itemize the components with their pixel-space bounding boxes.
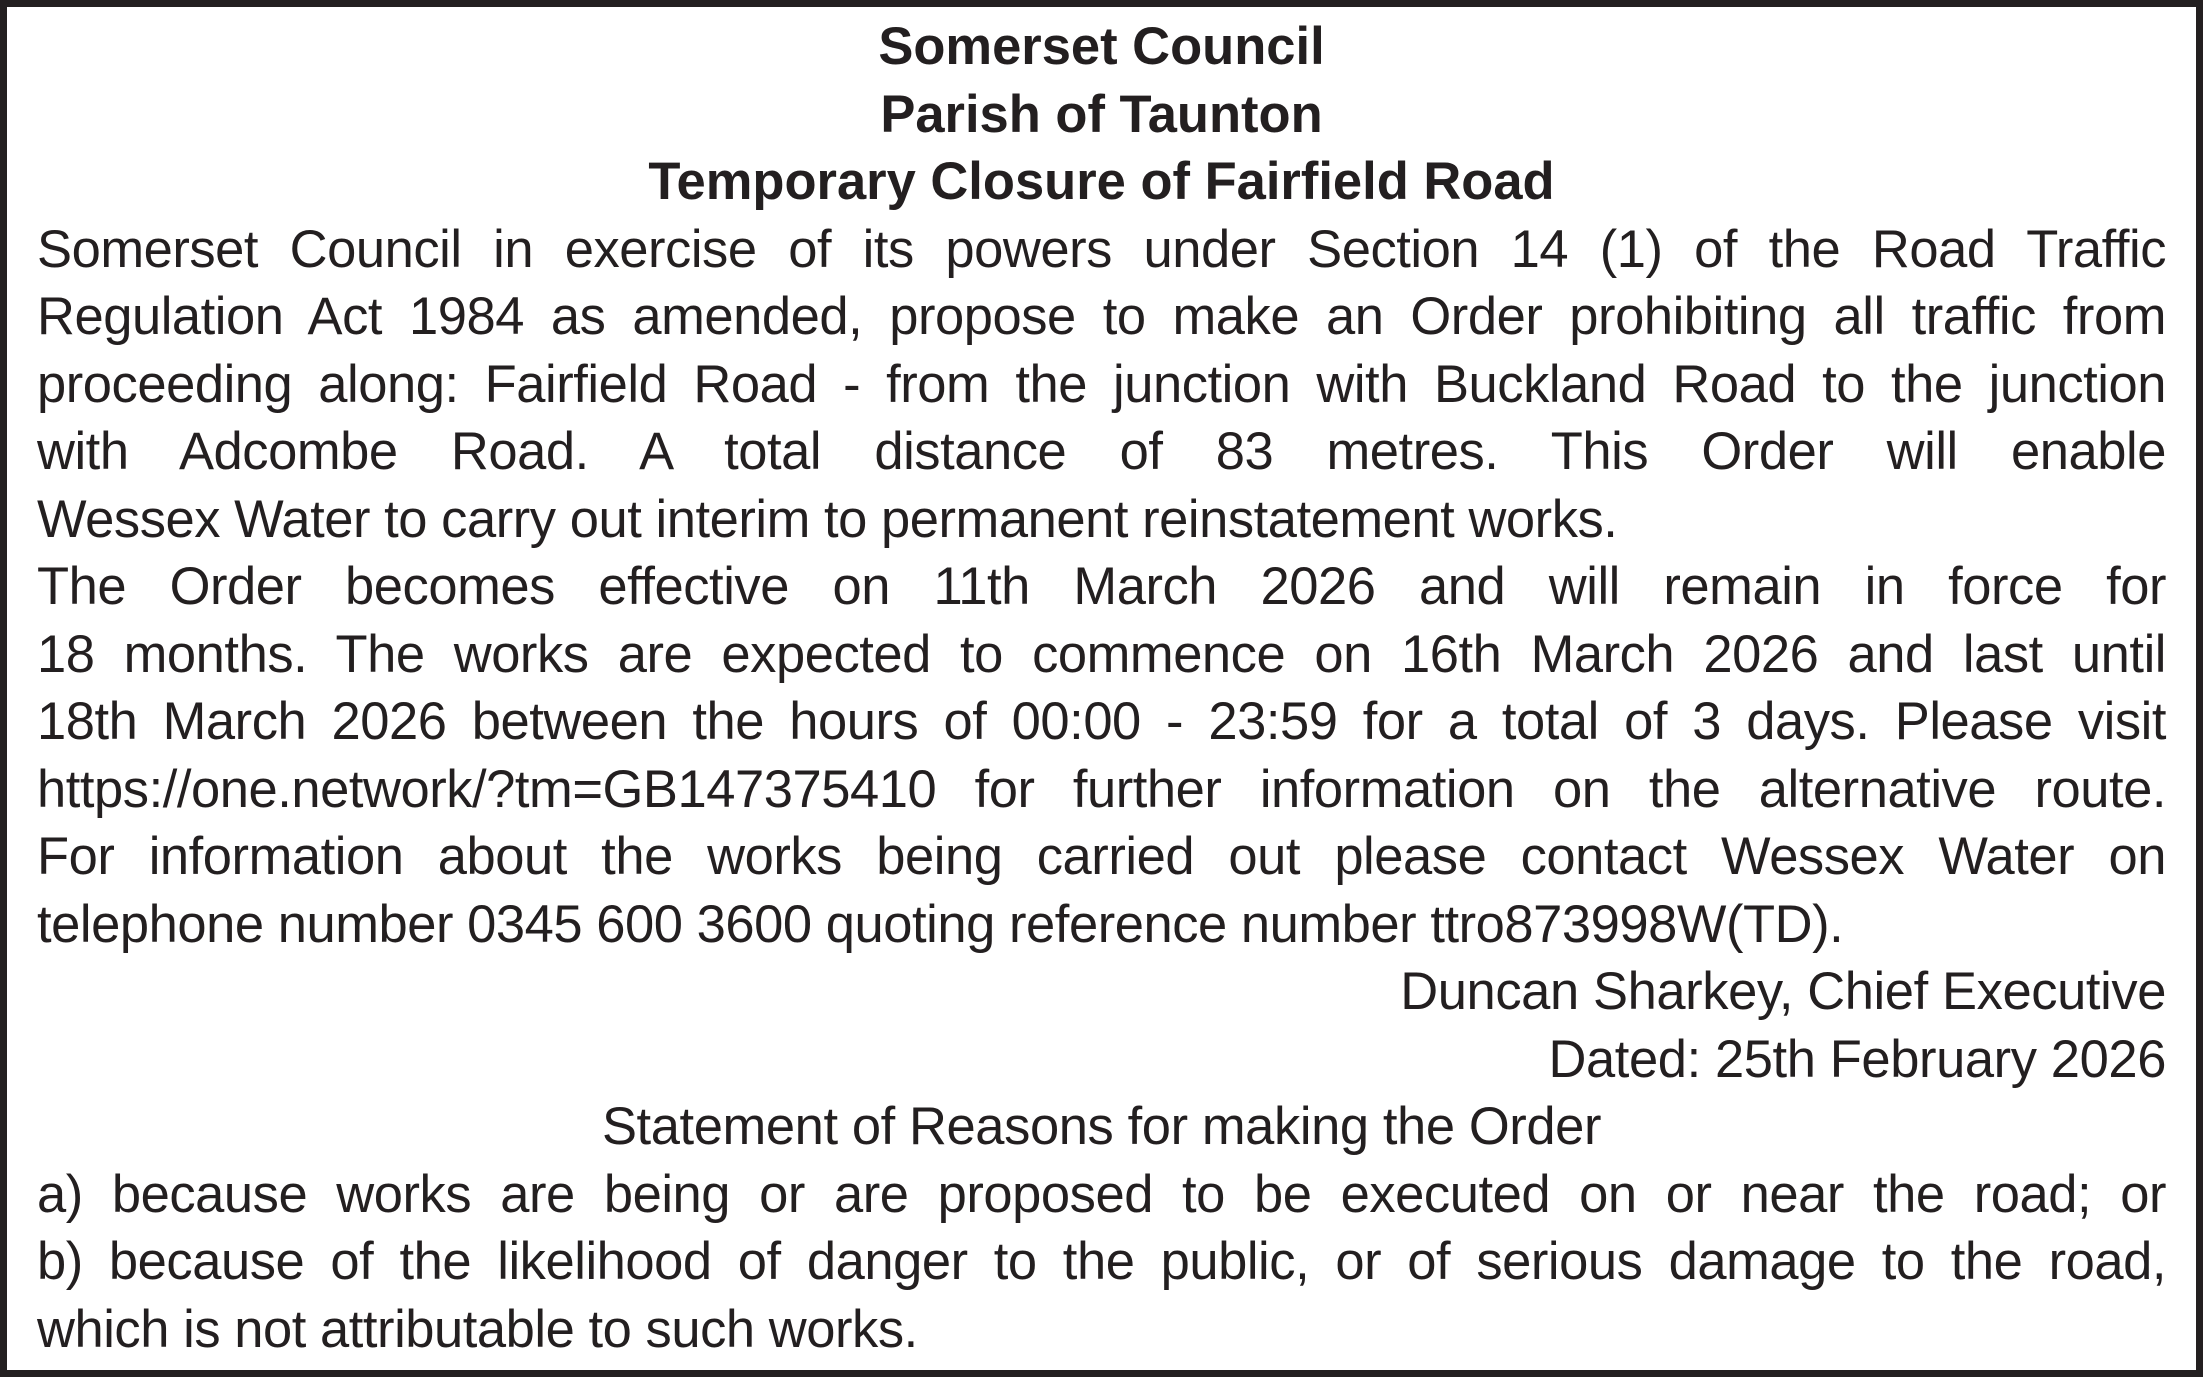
order-effective-details bbox=[37, 553, 2166, 958]
text-line: proceeding along: Fairfield Road - from the junction with Buckland Road to the junction bbox=[37, 354, 2166, 414]
reason-item: a) because works are being or are proposed to be executed on or near the road; or bbox=[37, 1164, 2166, 1224]
text-line: with Adcombe Road. A total distance of 83 metres. This Order will enable bbox=[37, 422, 2166, 481]
reason-item: b) because of the likelihood of danger to the public, or of serious damage to the road, bbox=[37, 1232, 2166, 1291]
dated-line: Dated: 25th February 2026 bbox=[1548, 1029, 2166, 1089]
parish-name: Parish of Taunton bbox=[880, 84, 1323, 144]
reasons-title: Statement of Reasons for making the Order bbox=[601, 1097, 1602, 1156]
text-line: Regulation Act 1984 as amended, propose to make an Order prohibiting all traffic from bbox=[37, 287, 2166, 346]
council-name: Somerset Council bbox=[878, 17, 1325, 76]
text-line: 18 months. The works are expected to commence on 16th March 2026 and last until bbox=[37, 624, 2166, 684]
text-line: For information about the works being carried out please contact Wessex Water on bbox=[37, 827, 2166, 886]
text-line: The Order becomes effective on 11th March 2026 and will remain in force for bbox=[37, 557, 2166, 616]
text-line: https://one.network/?tm=GB147375410 for further information on the alternative route. bbox=[37, 759, 2166, 819]
reason-item: which is not attributable to such works. bbox=[37, 1299, 918, 1359]
reasons-list bbox=[37, 1161, 2166, 1364]
text-line: telephone number 0345 600 3600 quoting reference number ttro873998W(TD). bbox=[37, 894, 1844, 954]
text-line: Somerset Council in exercise of its powers under Section 14 (1) of the Road Traffic bbox=[37, 219, 2166, 279]
signatory: Duncan Sharkey, Chief Executive bbox=[1400, 962, 2166, 1021]
order-description bbox=[37, 216, 2166, 554]
text-line: Wessex Water to carry out interim to permanent reinstatement works. bbox=[37, 489, 1618, 549]
notice-title: Temporary Closure of Fairfield Road bbox=[648, 152, 1555, 211]
text-line: 18th March 2026 between the hours of 00:00 - 23:59 for a total of 3 days. Please visit bbox=[37, 692, 2166, 751]
